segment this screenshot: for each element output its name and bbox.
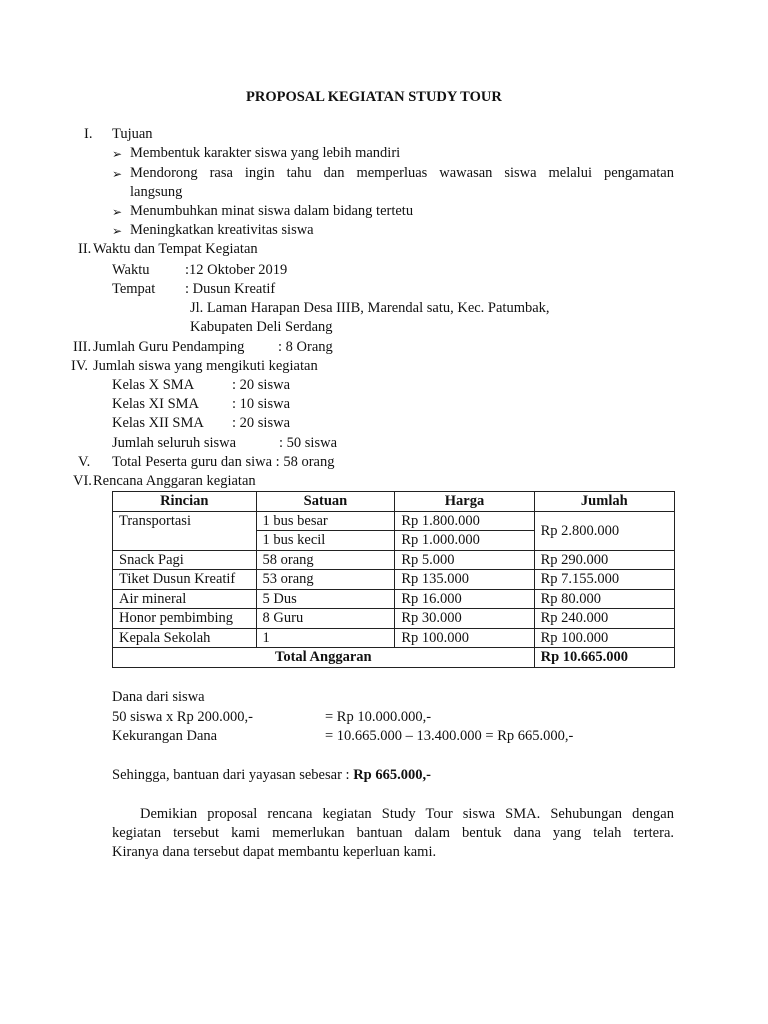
arrow-bullet-icon: ➢: [112, 147, 123, 161]
table-row: [113, 628, 675, 648]
table-cell: 58 orang: [256, 550, 395, 570]
shortfall-calc: = 10.665.000 – 13.400.000 = Rp 665.000,-: [325, 728, 574, 744]
total-label: Total Anggaran: [113, 648, 535, 668]
address-line: Kabupaten Deli Serdang: [190, 319, 333, 335]
tempat-value: : Dusun Kreatif: [185, 281, 276, 297]
closing-paragraph-line: Kiranya dana tersebut dapat membantu keperluan kami.: [112, 844, 437, 860]
table-cell: Rp 80.000: [534, 589, 674, 609]
table-cell: Rp 1.800.000: [395, 511, 534, 531]
section-3-heading: Jumlah Guru Pendamping: [93, 339, 245, 355]
table-cell: 1 bus kecil: [256, 531, 395, 551]
bullet-item: Mendorong rasa ingin tahu dan memperluas wawasan siswa melalui pengamatan: [130, 165, 674, 181]
table-cell: Rp 240.000: [534, 609, 674, 629]
section-2-number: II.: [78, 241, 92, 257]
table-total-row: [113, 648, 675, 668]
table-cell: 1 bus besar: [256, 511, 395, 531]
section-4-heading: Jumlah siswa yang mengikuti kegiatan: [93, 358, 318, 374]
section-4-number: IV.: [71, 358, 89, 374]
table-cell: Honor pembimbing: [113, 609, 257, 629]
table-cell: Snack Pagi: [113, 550, 257, 570]
conclusion-text: Sehingga, bantuan dari yayasan sebesar :: [112, 767, 354, 783]
arrow-bullet-icon: ➢: [112, 205, 123, 219]
table-cell: Rp 135.000: [395, 570, 534, 590]
arrow-bullet-icon: ➢: [112, 224, 123, 238]
section-5-number: V.: [78, 454, 91, 470]
total-value: Rp 10.665.000: [534, 648, 674, 668]
funding-calc-right: = Rp 10.000.000,-: [325, 709, 432, 725]
table-cell: Rp 100.000: [395, 628, 534, 648]
table-cell: Rp 290.000: [534, 550, 674, 570]
column-header-jumlah: Jumlah: [534, 492, 674, 512]
table-row: [113, 570, 675, 590]
closing-paragraph-line: kegiatan tersebut kami memerlukan bantuan dalam bentuk dana yang telah tertera.: [112, 825, 674, 841]
table-cell: Rp 5.000: [395, 550, 534, 570]
section-2-heading: Waktu dan Tempat Kegiatan: [93, 241, 258, 257]
section-6-heading: Rencana Anggaran kegiatan: [93, 473, 256, 489]
student-class-value: : 20 siswa: [232, 377, 290, 393]
table-cell: 1: [256, 628, 395, 648]
table-row: [113, 511, 675, 531]
column-header-satuan: Satuan: [256, 492, 395, 512]
waktu-value: :12 Oktober 2019: [185, 262, 288, 278]
table-cell: Kepala Sekolah: [113, 628, 257, 648]
table-row: [113, 550, 675, 570]
student-class-value: : 10 siswa: [232, 396, 290, 412]
table-cell: 53 orang: [256, 570, 395, 590]
arrow-bullet-icon: ➢: [112, 167, 123, 181]
student-total-value: : 50 siswa: [279, 435, 337, 451]
table-cell: Rp 100.000: [534, 628, 674, 648]
funding-heading: Dana dari siswa: [112, 689, 205, 705]
table-row: [113, 589, 675, 609]
section-1-heading: Tujuan: [112, 126, 153, 142]
bullet-item-continued: langsung: [130, 184, 183, 200]
table-cell: Air mineral: [113, 589, 257, 609]
table-cell: Tiket Dusun Kreatif: [113, 570, 257, 590]
conclusion-amount: Rp 665.000,-: [353, 767, 431, 783]
student-class-label: Kelas XI SMA: [112, 396, 199, 412]
table-cell: Rp 30.000: [395, 609, 534, 629]
table-cell: Rp 7.155.000: [534, 570, 674, 590]
shortfall-label: Kekurangan Dana: [112, 728, 218, 744]
table-cell: 5 Dus: [256, 589, 395, 609]
table-cell: 8 Guru: [256, 609, 395, 629]
student-class-label: Kelas XII SMA: [112, 415, 204, 431]
section-3-number: III.: [73, 339, 92, 355]
section-6-number: VI.: [73, 473, 92, 489]
student-total-label: Jumlah seluruh siswa: [112, 435, 237, 451]
table-cell: Rp 1.000.000: [395, 531, 534, 551]
bullet-item: Membentuk karakter siswa yang lebih mandiri: [130, 145, 401, 161]
table-cell: Rp 16.000: [395, 589, 534, 609]
page-title: PROPOSAL KEGIATAN STUDY TOUR: [246, 89, 502, 105]
tempat-label: Tempat: [112, 281, 156, 297]
table-cell: Rp 2.800.000: [534, 511, 674, 550]
table-cell: Transportasi: [113, 511, 257, 550]
column-header-rincian: Rincian: [113, 492, 257, 512]
address-line: Jl. Laman Harapan Desa IIIB, Marendal satu, Kec. Patumbak,: [190, 300, 550, 316]
table-header-row: [113, 492, 675, 512]
table-row: [113, 609, 675, 629]
budget-table: [112, 491, 675, 668]
student-class-label: Kelas X SMA: [112, 377, 195, 393]
bullet-item: Menumbuhkan minat siswa dalam bidang tertetu: [130, 203, 414, 219]
section-5-text: Total Peserta guru dan siwa : 58 orang: [112, 454, 335, 470]
closing-paragraph-line: Demikian proposal rencana kegiatan Study Tour siswa SMA. Sehubungan dengan: [140, 806, 674, 822]
funding-calc-left: 50 siswa x Rp 200.000,-: [112, 709, 253, 725]
column-header-harga: Harga: [395, 492, 534, 512]
section-1-number: I.: [84, 126, 93, 142]
conclusion-line: [112, 766, 431, 785]
student-class-value: : 20 siswa: [232, 415, 290, 431]
bullet-item: Meningkatkan kreativitas siswa: [130, 222, 314, 238]
waktu-label: Waktu: [112, 262, 150, 278]
section-3-value: : 8 Orang: [278, 339, 333, 355]
